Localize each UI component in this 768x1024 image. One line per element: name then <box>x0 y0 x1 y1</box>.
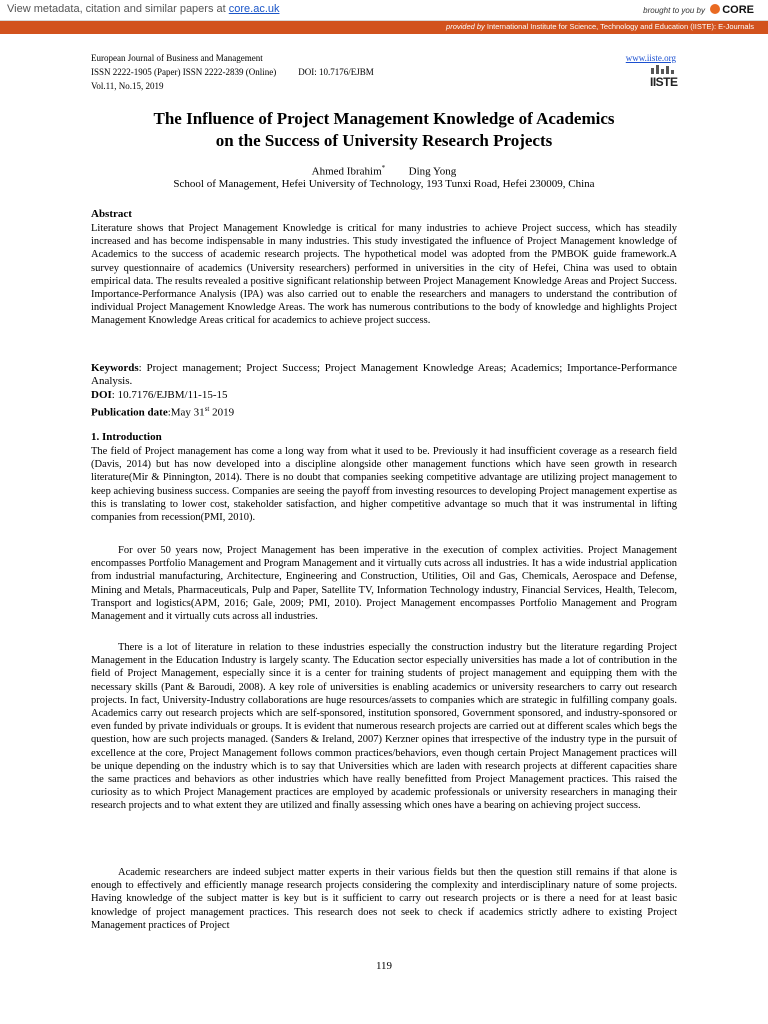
core-metadata-text: View metadata, citation and similar papers at core.ac.uk <box>7 3 280 15</box>
page-number: 119 <box>375 960 393 972</box>
provided-by-text[interactable]: provided by International Institute for Science, Technology and Education (IISTE): E-Journals <box>446 22 754 31</box>
core-logo[interactable]: CORE <box>710 4 754 16</box>
paper-title-line2: on the Success of University Research Projects <box>215 131 553 150</box>
abstract-text: Literature shows that Project Management Knowledge is critical for many industries to achieve Project success, which has steadily increased and has become indispensable in many industries. This study investigated the influence of Project Management knowledge of Academics to the success of academic research projects. The hypothetical model was adopted from the PMBOK guide framework.A survey questionnaire of academics (University researchers) performed in universities in the city of Hefei, China was used to obtain empirical data. The results revealed a positive significant relationship between Project Management Knowledge Areas and Project Success. Importance-Performance Analysis (IPA) was also carried out to enable the researchers and managers to understand the contribution of individual Project Management Knowledge Areas. The work has numerous contributions to the body of knowledge and highlights Project Management Knowledge Areas critical for academics to achieve project success. <box>91 223 677 327</box>
journal-doi: DOI: 10.7176/EJBM <box>298 67 374 77</box>
keywords: Keywords: Project management; Project Success; Project Management Knowledge Areas; Academics; Importance-Performance Analysis. <box>91 362 677 387</box>
intro-paragraph-1: The field of Project management has come a long way from what it used to be. Previously it had insufficient coverage as a research field (Davis, 2014) but has now developed into a discipline alongside other management functions which have seen growth in research literature(Mir & Pinnington, 2014). There is no doubt that companies seeking competitive advantage are utilizing project management to keep achieving business success. Companies are seeing the payoff from investing resources to developing Project management expertise as this is translating to lower cost, stakeholder satisfaction, and higher competitive advantage so much that it was instrumental in lifting companies from recession(PMI, 2010). <box>91 446 677 524</box>
publication-date: Publication date:May 31st 2019 <box>91 405 235 419</box>
core-logo-icon <box>710 4 720 14</box>
core-banner <box>0 0 768 21</box>
author-1: Ahmed Ibrahim <box>311 165 382 178</box>
core-link[interactable]: core.ac.uk <box>228 3 280 15</box>
paper-title-line1: The Influence of Project Management Knowledge of Academics <box>153 109 615 128</box>
journal-issn: ISSN 2222-1905 (Paper) ISSN 2222-2839 (Online) DOI: 10.7176/EJBM <box>91 67 374 77</box>
journal-volume: Vol.11, No.15, 2019 <box>91 81 164 91</box>
author-2: Ding Yong <box>408 165 457 178</box>
core-brought-by: brought to you by CORE <box>643 4 754 16</box>
doi-line: DOI: 10.7176/EJBM/11-15-15 <box>91 389 228 401</box>
affiliation: School of Management, Hefei University of Technology, 193 Tunxi Road, Hefei 230009, China <box>173 178 595 190</box>
abstract-heading: Abstract <box>91 208 132 220</box>
journal-url-link[interactable]: www.iiste.org <box>625 53 676 63</box>
intro-paragraph-2: For over 50 years now, Project Management has been imperative in the execution of complex activities. Project Management encompasses Portfolio Management and Program Management and it virtually cuts across all industries. It has a wide industrial application from industrial manufacturing, Architecture, Engineering and Construction, Utilities, Oil and Gas, Chemicals, Aerospace and Defense, Mining and Metals, Pharmaceuticals, Pulp and Paper, Satellite TV, Information Technology industry, Financial Services, Health, Telecom, Transport and logistics(APM, 2016; Gale, 2009; PMI, 2010). Project Management encompasses Portfolio Management and Program Management and it virtually cuts across all industries. <box>91 545 677 623</box>
iiste-logo-icon <box>650 64 676 74</box>
provided-by-bar <box>0 21 768 34</box>
intro-paragraph-4: Academic researchers are indeed subject matter experts in their various fields but then the question still remains if that alone is enough to effectively and efficiently manage research projects considering the complexity and interdisciplinary nature of some projects. Having knowledge of the subject matter is key but is it sufficient to carry out research projects or is there a need for at least basic knowledge of project management practices. This research does not seek to check if academics strictly adhere to existing Project Management practices of Project <box>91 867 677 931</box>
journal-name: European Journal of Business and Management <box>91 53 263 63</box>
introduction-heading: 1. Introduction <box>91 431 162 443</box>
iiste-logo: IISTE <box>650 64 676 92</box>
intro-paragraph-3: There is a lot of literature in relation to these industries especially the construction industry but the literature regarding Project Management in the Education Industry is largely scanty. The Education sector especially universities has made a lot of contribution in the field of Project Management, especially since it is a center for training students of project management and equipping them with the necessary skills (Pant & Baroudi, 2008). A key role of universities is enabling academics or university researchers to carry out research projects. In fact, University-Industry collaborations are huge resources/assets to companies which are strategic in fulfilling company goals. Academics carry out research projects which are self-sponsored, institution sponsored, Government sponsored, and industry-sponsored or even funded by private individuals or groups. It is evident that numerous research projects are carried out at different scales which begs the question, how are such projects managed. (Sanders & Ireland, 2007) Kerzner opines that irrespective of the industry type in the pursuit of excellence at the core, Project Management follows common practices/behaviors, even though certain Project Management practices will be unique depending on the industry which is to say that Universities which are laden with research projects at different capacities share the same practices and behaviors as other industries which have really benefitted from Project Management practices. This raised the curiosity as to which Project Management practices are employed by academic professionals or university researchers in managing their research projects and to what extent they are utilized and finally assessing which ones have a bearing on achieving project success. <box>91 642 677 812</box>
authors: Ahmed Ibrahim* Ding Yong <box>311 164 457 178</box>
